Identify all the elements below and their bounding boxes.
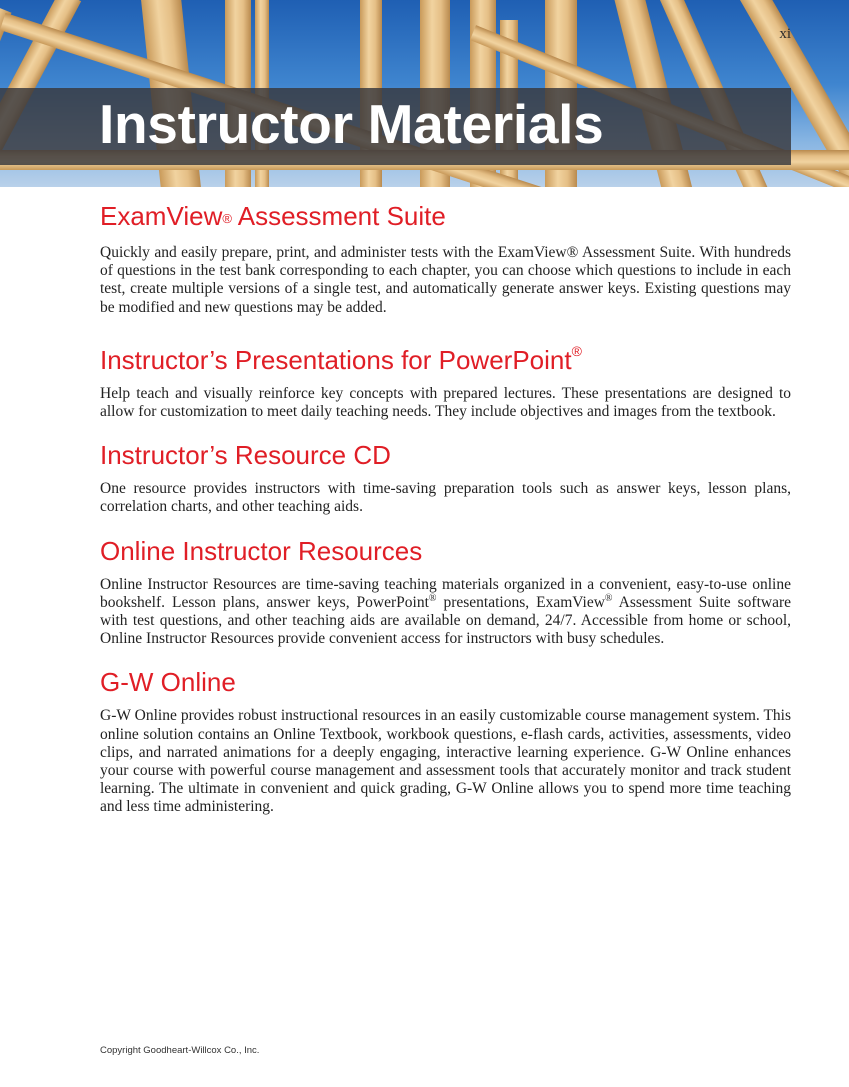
section-body: G-W Online provides robust instructional resources in an easily customizable course management system. This online solution contains an Online Textbook, workbook questions, e-flash cards, activities, assessments, video clips, and narrated animations for a deeply engaging, interactive learning experience. G-W Online enhances your course with powerful course management and assessment tools that accurately monitor and track student learning. The ultimate in convenient and quick grading, G-W Online allows you to spend more time teaching and less time administering. (100, 707, 791, 816)
section-resource-cd (100, 439, 791, 516)
section-heading: Instructor’s Presentations for PowerPoint® (100, 342, 582, 375)
page-title: Instructor Materials (99, 93, 604, 155)
section-body: Help teach and visually reinforce key concepts with prepared lectures. These presentations are designed to allow for customization to meet daily teaching needs. They include objectives and images from the textbook. (100, 384, 791, 421)
page-number: xi (779, 26, 791, 42)
section-examview (100, 200, 791, 317)
section-heading: Instructor’s Resource CD (100, 440, 391, 471)
copyright-footer: Copyright Goodheart-Willcox Co., Inc. (100, 1045, 260, 1056)
section-heading: ExamView® Assessment Suite (100, 201, 446, 231)
section-presentations (100, 335, 791, 421)
section-heading: Online Instructor Resources (100, 535, 423, 566)
section-body: Quickly and easily prepare, print, and administer tests with the ExamView® Assessment Suite. With hundreds of questions in the test bank corresponding to each chapter, you can choose which questions to include in each test, create multiple versions of a single test, and automatically generate answer keys. Existing questions may be modified and new questions may be added. (100, 244, 791, 316)
section-body: One resource provides instructors with time-saving preparation tools such as answer keys, lesson plans, correlation charts, and other teaching aids. (100, 480, 791, 516)
main-content (100, 200, 791, 817)
section-online-instructor-resources (100, 535, 791, 649)
section-gw-online (100, 666, 791, 816)
section-heading: G-W Online (100, 667, 236, 698)
section-body: Online Instructor Resources are time-saving teaching materials organized in a convenient, easy-to-use online bookshelf. Lesson plans, answer keys, PowerPoint® presentations, ExamView® Assessment Suite software with test questions, and other teaching aids are available on demand, 24/7. Accessible from home or school, Online Instructor Resources provide convenient access for instructors with busy schedules. (100, 575, 791, 648)
